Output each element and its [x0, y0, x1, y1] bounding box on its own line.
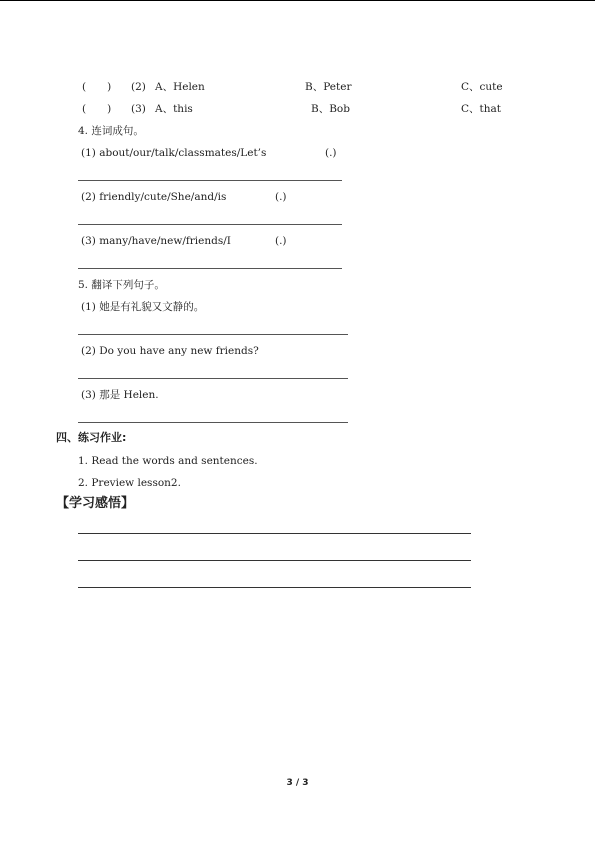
homework-item-1: 1. Read the words and sentences.: [78, 455, 258, 467]
reflection-heading: 【学习感悟】: [56, 496, 135, 511]
answer-line: [78, 180, 342, 181]
q5-title: 5. 翻译下列句子。: [78, 279, 165, 291]
page-number: 3 / 3: [286, 778, 309, 788]
q5-item-2: (2) Do you have any new friends?: [81, 345, 259, 357]
option-a: A、Helen: [155, 81, 205, 93]
homework-item-2: 2. Preview lesson2.: [78, 477, 181, 489]
question-number: (3): [131, 103, 146, 115]
option-b: B、Peter: [305, 81, 352, 93]
option-b: B、Bob: [311, 103, 350, 115]
header-rule: [0, 0, 595, 1]
q4-item-1-punct: (.): [325, 147, 337, 159]
q4-item-2-punct: (.): [275, 191, 287, 203]
reflection-line: [78, 533, 471, 534]
q4-title: 4. 连词成句。: [78, 125, 144, 137]
answer-line: [78, 268, 342, 269]
answer-line: [78, 378, 348, 379]
q4-item-1: (1) about/our/talk/classmates/Let’s: [81, 147, 267, 159]
q4-item-2: (2) friendly/cute/She/and/is: [81, 191, 227, 203]
answer-blank: ( ): [82, 81, 112, 93]
question-number: (2): [131, 81, 146, 93]
q5-item-3: (3) 那是 Helen.: [81, 389, 159, 401]
section-heading: 四、练习作业:: [56, 431, 127, 444]
q4-item-3-punct: (.): [275, 235, 287, 247]
answer-line: [78, 224, 342, 225]
answer-blank: ( ): [82, 103, 112, 115]
reflection-line: [78, 560, 471, 561]
option-c: C、cute: [461, 81, 503, 93]
q5-item-1: (1) 她是有礼貌又文静的。: [81, 301, 205, 313]
q4-item-3: (3) many/have/new/friends/I: [81, 235, 231, 247]
answer-line: [78, 334, 348, 335]
reflection-line: [78, 587, 471, 588]
answer-line: [78, 422, 348, 423]
option-a: A、this: [155, 103, 193, 115]
option-c: C、that: [461, 103, 501, 115]
